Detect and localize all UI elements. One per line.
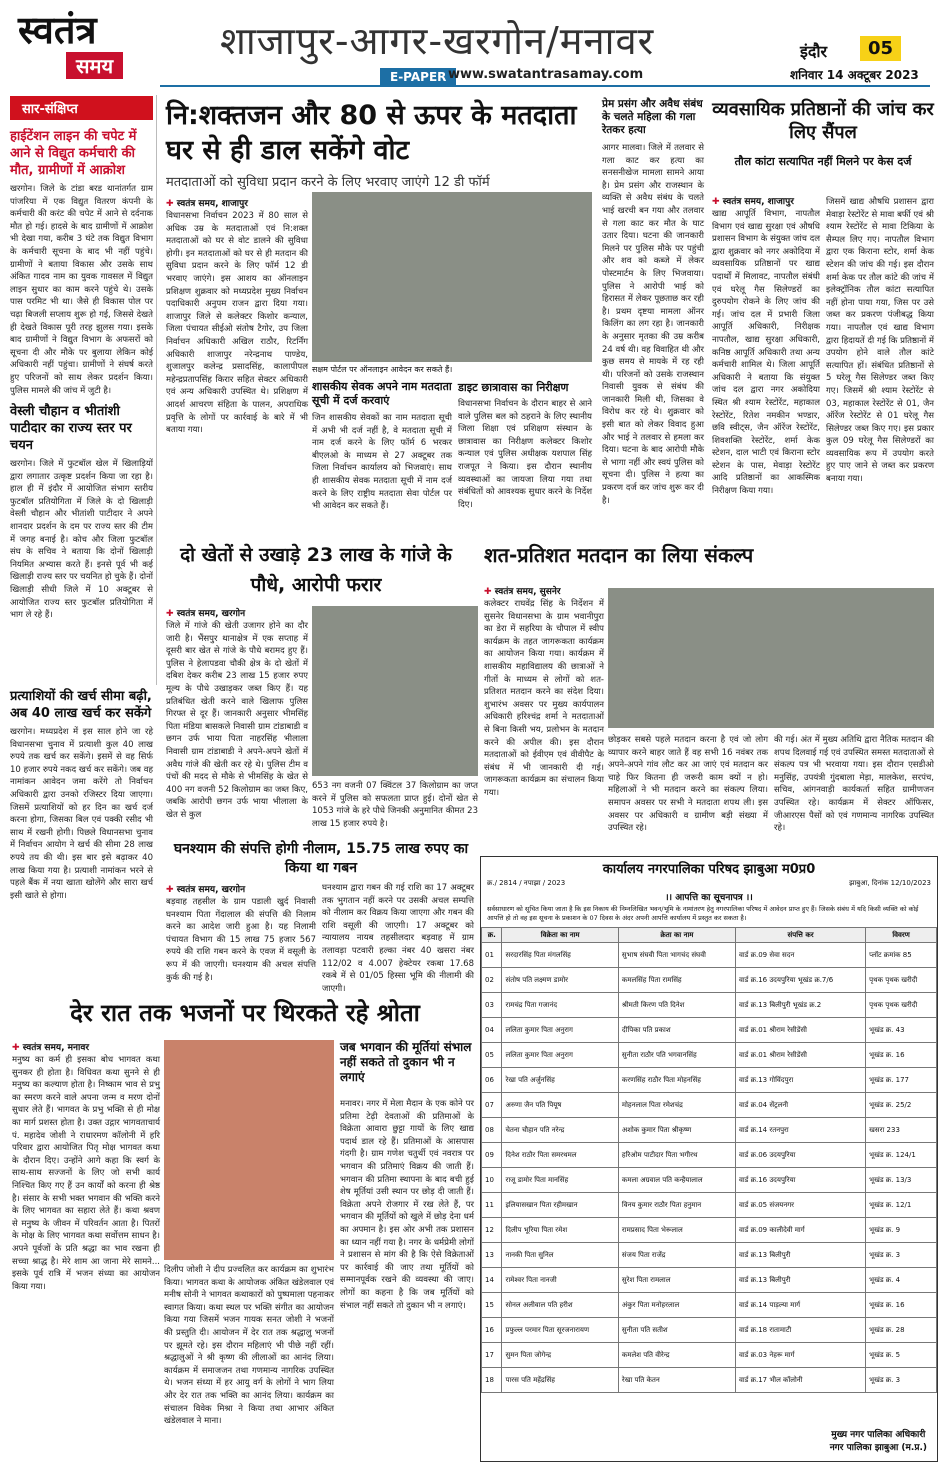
sample-byline: ✚ स्वतंत्र समय, शाजापुर	[712, 194, 794, 207]
table-cell: वार्ड क्र.04 सेंट्रलनी	[735, 1093, 865, 1118]
table-cell: 16	[482, 1318, 502, 1343]
table-cell: भूखंड क्र. 16	[866, 1293, 937, 1318]
epaper-tag: E-PAPER	[380, 68, 456, 86]
table-cell: वार्ड क्र.01 श्रीराम रेसीडेंसी	[735, 1043, 865, 1068]
table-cell: भूखंड क्र. 3	[866, 1243, 937, 1268]
table-cell: कमला अग्रवाल पति कन्हैयालाल	[618, 1168, 735, 1193]
table-cell: रेखा पति अर्जुनसिंह	[502, 1068, 618, 1093]
date-label: शनिवार 14 अक्टूबर 2023	[790, 68, 919, 82]
table-cell: भूखंड क्र. 13/3	[866, 1168, 937, 1193]
city-label: इंदौर	[800, 42, 828, 61]
table-cell: विनय कुमार राठौर पिता हनुमान	[618, 1193, 735, 1218]
table-cell: राजू डामोर पिता मानसिंह	[502, 1168, 618, 1193]
table-cell: 05	[482, 1043, 502, 1068]
signature-office: नगर पालिका झाबुआ (म.प्र.)	[829, 1443, 927, 1453]
table-cell: करणसिंह राठौर पिता मोहनसिंह	[618, 1068, 735, 1093]
table-cell: हरिओम पाटीदार पिता भगीरथ	[618, 1143, 735, 1168]
masthead-divider	[160, 85, 930, 87]
matdan-body-col2: छोड़कर सबसे पहले मतदान करना है एवं जो लोग व्यापार करने बाहर जाते हैं वह सभी 16 नवंबर तक अपने-अपने गांव लौट कर आ जाएं एवं मतदान कर चाहे फिर कितना ही जरूरी काम क्यों न हो। महिलाओं ने भी मतदान करने का संकल्प लिया। समापन अवसर पर सभी ने मतदाता शपथ ली। इस अवसर पर अधिकारी व ग्रामीण बड़ी संख्या में उपस्थित रहे।	[608, 735, 768, 834]
notice-table	[481, 927, 937, 1393]
table-cell: सुभाष संघवी पिता भागचंद संघवी	[618, 943, 735, 968]
shikshak-headline: शासकीय सेवक अपने नाम मतदाता सूची में दर्ज करवाएं	[312, 380, 452, 407]
table-cell: ललिता कुमार पिता अनुराग	[502, 1043, 618, 1068]
table-cell: चेतना चौहान पति नरेन्द्र	[502, 1118, 618, 1143]
table-row	[482, 1118, 937, 1143]
notice-title: कार्यालय नगरपालिका परिषद झाबुआ म0प्र0	[602, 862, 816, 877]
table-cell: इलियासखान पिता रहीमखान	[502, 1193, 618, 1218]
matdan-body-col1: कलेक्टर राघवेंद्र सिंह के निर्देशन में सुसनेर विधानसभा के ग्राम भवानीपुरा का डेरा में सहरिया के चौपाल में स्वीप कार्यक्रम के तहत जागरूकता कार्यक्रम का आयोजन किया गया। कार्यक्रम में शासकीय महाविद्यालय की छात्राओं ने गीतों के माध्यम से लोगों को शत-प्रतिशत मतदान करने का संदेश दिया। शुभारंभ अवसर पर मुख्य कार्यपालन अधिकारी हरिश्चंद्र शर्मा ने मतदाताओं से बिना किसी भय, प्रलोभन के मतदान करने की अपील की। इस दौरान मतदाताओं को ईवीएम एवं वीवीपैट के संबंध में भी जानकारी दी गई। जागरूकता कार्यक्रम का संचालन किया गया।	[484, 599, 604, 798]
website-link[interactable]: www.swatantrasamay.com	[448, 67, 644, 82]
table-cell: खसरा 233	[866, 1118, 937, 1143]
table-cell: ललिता कुमार पिता अनुराग	[502, 1018, 618, 1043]
murti-headline: जब भगवान की मूर्तियां संभाल नहीं सकते तो दुकान भी न लगाएं	[340, 1040, 472, 1084]
table-cell: वार्ड क्र.14 रतनपुरा	[735, 1118, 865, 1143]
table-cell: श्रीमती किरण पति दिनेश	[618, 993, 735, 1018]
table-cell: 02	[482, 968, 502, 993]
lead-subhead: मतदाताओं को सुविधा प्रदान करने के लिए भरवाए जाएंगे 12 डी फॉर्म	[166, 175, 490, 190]
table-cell: सुनीता राठौर पति भगवानसिंह	[618, 1043, 735, 1068]
table-row	[482, 1068, 937, 1093]
table-cell: रेखा पति केतन	[618, 1368, 735, 1393]
table-row	[482, 943, 937, 968]
table-cell: अशोक कुमार पिता श्रीकृष्ण	[618, 1118, 735, 1143]
table-cell: सुनीता पति सतीश	[618, 1318, 735, 1343]
table-cell: 04	[482, 1018, 502, 1043]
ghanshyam-body-col1: बड़वाह तहसील के ग्राम पडाली खुर्द निवासी घनश्याम पिता गेंदालाल की संपत्ति की निलाम करने का आदेश जारी हुआ है। यह निलामी पंचायत विभाग की 15 लाख 75 हजार 567 रुपये की राशि गबन करने के एवज में वसूली के रूप में की जाएगी। घनश्याम की अचल संपत्ति कुर्क की गई है।	[166, 897, 316, 983]
sidebar-story-headline: प्रत्याशियों की खर्च सीमा बढ़ी, अब 40 लाख खर्च कर सकेंगे	[10, 689, 152, 721]
notice-intro: सर्वसाधारण को सूचित किया जाता है कि इस निकाय की निम्नलिखित भवन/भूमि के नामांतरण हेतु नगरपालिका परिषद में आवेदन प्राप्त हुए हैं। जिसके संबंध में यदि किसी व्यक्ति को कोई आपत्ति हो तो वह इस सूचना के प्रकाशन के 07 दिवस के अंदर अपनी आपत्ति कार्यालय में प्रस्तुत कर सकता है।	[487, 905, 919, 922]
table-cell: सरदारसिंह पिता मंगलसिंह	[502, 943, 618, 968]
notice-meta	[481, 879, 937, 888]
table-cell: संतोष पति लक्ष्मण डामोर	[502, 968, 618, 993]
matdan-byline: ✚ स्वतंत्र समय, सुसनेर	[484, 584, 561, 597]
page-number: 05	[860, 36, 901, 61]
shikshak-body: जिन शासकीय सेवकों का नाम मतदाता सूची में अभी भी दर्ज नहीं है, वे मतदाता सूची में नाम दर्ज करने के लिए फॉर्म 6 भरकर बीएलओ के माध्यम से 27 अक्टूबर तक जिला निर्वाचन कार्यालय को भिजवाएं। साथ ही शासकीय सेवक मतदाता सूची में नाम दर्ज करने के लिए राष्ट्रीय मतदाता सेवा पोर्टल पर भी आवेदन कर सकते हैं।	[312, 413, 452, 512]
table-cell: वार्ड क्र.16 उदयपुरिया	[735, 1168, 865, 1193]
sample-headline: व्यवसायिक प्रतिष्ठानों की जांच कर लिए सैंपल	[712, 99, 934, 143]
table-cell: वार्ड क्र.13 बिलीपुरी	[735, 1243, 865, 1268]
table-cell: अरुणा जैन पति पियूष	[502, 1093, 618, 1118]
table-cell: 15	[482, 1293, 502, 1318]
lead-photo-caption: सक्षम पोर्टल पर ऑनलाइन आवेदन कर सकते हैं।	[312, 365, 453, 374]
table-cell: वार्ड क्र.17 भील कॉलोनी	[735, 1368, 865, 1393]
table-cell: पृथक पृथक खरीदी	[866, 993, 937, 1018]
table-cell: 13	[482, 1243, 502, 1268]
sample-subhead: तौल कांटा सत्यापित नहीं मिलने पर केस दर्ज	[734, 155, 912, 168]
hostel-body: विधानसभा निर्वाचन के दौरान बाहर से आने वाले पुलिस बल को ठहराने के लिए स्थानीय जिला शिक्षा एवं प्रशिक्षण संस्थान के छात्रावास का निरीक्षण कलेक्टर किशोर कन्याल एवं पुलिस अधीक्षक यशपाल सिंह राजपूत ने किया। इस दौरान स्थानीय व्यवस्थाओं का जायजा लिया गया तथा संबंधितों को आवश्यक सुधार करने के निर्देश दिए।	[458, 399, 592, 510]
table-row	[482, 1243, 937, 1268]
table-header-cell: विवरण	[866, 928, 937, 943]
table-cell: भूखंड क्र. 5	[866, 1343, 937, 1368]
table-cell: अंकुर पिता मनोहरलाल	[618, 1293, 735, 1318]
sample-body-col2: जिसमें खाद्य औषधि प्रशासन द्वारा मेवाड़ा रेस्टोरेंट से मावा बर्फी एवं श्री श्याम रेस्टोरेंट से मावा टिकिया के सैम्पल लिए गए। नापतौल विभाग द्वारा एक किराना स्टोर, शर्मा केक स्टेशन की जांच की गई। इस दौरान शर्मा केक पर तौल कांटे की जांच में इलेक्ट्रॉनिक तौल कांटा सत्यापित नहीं होना पाया गया, जिस पर उसे जब्त कर प्रकरण पंजीबद्ध किया गया। नापतौल एवं खाद्य विभाग द्वारा हिदायतें दी गई कि प्रतिष्ठानों में उपयोग होने वाले तौल कांटे सत्यापित हों। संबंधित प्रतिष्ठानों से 5 घरेलू गैस सिलेण्डर जब्त किए गए। जिसमें श्री श्याम रेस्टोरेंट से 03, महाकाल रेस्टोरेंट से 01, जैन ऑरेंज रेस्टोरेंट से 01 घरेलू गैस सिलेण्डर जब्त किए गए। इस प्रकार कुल 09 घरेलू गैस सिलेण्डरों का व्यवसायिक रूप में उपयोग करते हुए पाए जाने से जब्त कर प्रकरण बनाया गया।	[826, 197, 934, 485]
public-notice	[480, 856, 938, 1462]
table-row	[482, 1218, 937, 1243]
table-cell: भूखंड क्र. 43	[866, 1018, 937, 1043]
table-row	[482, 1193, 937, 1218]
murti-body: मनावर। नगर में मेला मैदान के एक कोने पर प्रतिमा टेढ़ी देवताओं की प्रतिमाओं के विक्रेता आवारा छुट्टा गायों के लिए खाद्य पदार्थ डाल रहे हैं। प्रतिमाओं के आसपास गंदगी है। ग्राम गणेश चतुर्थी एवं नवरात्र पर भगवान की प्रतिमाएं विक्रय की जाती हैं। भगवान की प्रतिमा स्थापना के बाद बची हुई शेष मूर्तियां उसी स्थान पर छोड़ दी जाती हैं। विक्रेता अपने रोजगार में रख लेते हैं, पर भगवान की मूर्तियों को खुले में छोड़ देना धर्म का अपमान है। इस ओर अभी तक प्रशासन का ध्यान नहीं गया है। नगर के धर्मप्रेमी लोगों ने प्रशासन से मांग की है कि ऐसे विक्रेताओं पर कार्रवाई की जाए तथा मूर्तियों को सम्मानपूर्वक रखने की व्यवस्था की जाए। लोगों का कहना है कि जब मूर्तियों को संभाल नहीं सकते तो दुकान भी न लगाएं।	[340, 1099, 474, 1311]
table-cell: संजय पिता राजेंद्र	[618, 1243, 735, 1268]
table-cell: भूखंड क्र. 12/1	[866, 1193, 937, 1218]
notice-signature	[830, 1427, 927, 1453]
notice-subtitle: ।। आपत्ति का सूचनापत्र ।।	[665, 893, 753, 903]
table-cell: वार्ड क्र.09 सेवा सदन	[735, 943, 865, 968]
edition-title: शाजापुर-आगर-खरगोन/मनावर	[220, 19, 655, 63]
ghanshyam-body-col2: घनश्याम द्वारा गबन की गई राशि का 17 अक्टूबर तक भुगतान नहीं करने पर उसकी अचल सम्पत्ति को नीलाम कर विक्रय किया जाएगा और गबन की राशि वसूली की जाएगी। 17 अक्टूबर को न्यायालय नायब तहसीलदार बड़वाह में ग्राम तलावड़ा पटवारी हल्का नंबर 40 खसरा नंबर 112/02 व 4.007 हेक्टेयर रकबा 17.68 रकबे में से 01/05 हिस्सा भूमि की नीलामी की जाएगी।	[322, 883, 474, 994]
ganja-body-col2: 653 नग वजनी 07 क्विंटल 37 किलोग्राम का जप्त करने में पुलिस को सफलता प्राप्त हुई। दोनों खेत से 1053 गांजे के हरे पौधे जिनकी अनुमानित कीमत 23 लाख 15 हजार रुपये है।	[312, 781, 478, 829]
table-row	[482, 1343, 937, 1368]
table-cell: 09	[482, 1143, 502, 1168]
table-cell: 14	[482, 1268, 502, 1293]
table-cell: 11	[482, 1193, 502, 1218]
lead-photo	[312, 192, 592, 362]
matdan-body-col3: की गई। अंत में मुख्य अतिथि द्वारा नैतिक मतदान की शपथ दिलवाई गई एवं उपस्थित समस्त मतदाताओं से संकल्प पत्र भी भरवाया गया। इस दौरान एसडीओ मनुसिंह, उपयंत्री गुंदबाला मेड़ा, मालकेश, सरपंच, सचिव, आंगनवाड़ी कार्यकर्ता सहित ग्रामीणजन उपस्थित रहे। कार्यक्रम में सेक्टर ऑफिसर, जीआरएस पैसों को एवं गणमान्य नागरिक उपस्थित रहे।	[774, 735, 934, 834]
table-cell: वार्ड क्र.03 नेहरू मार्ग	[735, 1343, 865, 1368]
bhajan-byline: ✚ स्वतंत्र समय, मनावर	[12, 1040, 89, 1053]
table-row	[482, 1143, 937, 1168]
murder-headline: प्रेम प्रसंग और अवैध संबंध के चलते महिला की गला रेतकर हत्या	[602, 98, 703, 136]
table-cell: वार्ड क्र.05 संजयनगर	[735, 1193, 865, 1218]
table-cell: भूखंड क्र. 25/2	[866, 1093, 937, 1118]
table-row	[482, 1018, 937, 1043]
table-cell: सुमन पिता जोगेन्द्र	[502, 1343, 618, 1368]
table-cell: कमलेश पति वीरेन्द्र	[618, 1343, 735, 1368]
table-cell: 17	[482, 1343, 502, 1368]
table-cell: दीपिका पति प्रकाश	[618, 1018, 735, 1043]
table-cell: 07	[482, 1093, 502, 1118]
sidebar-story-body: खरगोन। जिले के टांडा बरड थानांतर्गत ग्राम पांजरिया में एक विद्युत वितरण कंपनी के कर्मचारी की करंट की चपेट में आने से दर्दनाक मौत हो गई। हादसे के बाद ग्रामीणों में आक्रोश भी देखा गया, करीब 3 घंटे तक विद्युत विभाग के कर्मचारी सूचना के बाद भी नहीं पहुंचे। ग्रामीणों ने बताया विकास और उसके साथ अंकित गादव नाम का युवक गावसल में विद्युत लाइन सुधार का काम करने पहुंचे थे। उसके पास परमिट भी था। जैसे ही विकास पोल पर चढ़ा बिजली सप्लाय शुरू हो गई, जिससे देखते ही देखते विकास पूरी तरह झुलस गया। इसके बाद ग्रामीणों ने विद्युत विभाग के अफसरों को सूचना दी और मौके पर बुलाया लेकिन कोई अधिकारी नहीं पहुंचा। ग्रामीणों ने संघर्ष करते हुए परिजनों को साथ लेकर प्रदर्शन किया। पुलिस मामले की जांच में जुटी है।	[10, 184, 153, 396]
lead-headline: नि:शक्तजन और 80 से ऊपर के मतदाता घर से ही डाल सकेंगे वोट	[166, 100, 577, 166]
sample-body-col1: खाद्य आपूर्ति विभाग, नापतौल विभाग एवं खाद्य सुरक्षा एवं औषधि प्रशासन विभाग के संयुक्त जांच दल द्वारा शुक्रवार को नगर अकोदिया में व्यवसायिक प्रतिष्ठानों पर खाद्य पदार्थों में मिलावट, नापतौल संबंधी एवं घरेलू गैस सिलेण्डरों का दुरुपयोग रोकने के लिए जांच की गई। जांच दल में प्रभारी जिला आपूर्ति अधिकारी, निरीक्षक नापतौल, खाद्य सुरक्षा अधिकारी, कनिष्ठ आपूर्ति अधिकारी तथा अन्य कर्मचारी शामिल थे। जिला आपूर्ति अधिकारी ने बताया कि संयुक्त जांच दल द्वारा नगर अकोदिया स्थित श्री श्याम रेस्टोरेंट, महाकाल रेस्टोरेंट, रितेश नमकीन भण्डार, छवि स्वीट्स, जैन ऑरेंज रेस्टोरेंट, शिवशक्ति रेस्टोरेंट, शर्मा केक स्टेशन, दाल भाटी एवं किराना स्टोर स्टेशन के पास, मेवाड़ा रेस्टोरेंट आदि प्रतिष्ठानों का आकस्मिक निरीक्षण किया गया।	[712, 209, 820, 497]
table-row	[482, 1093, 937, 1118]
logo-top-text: स्वतंत्र	[18, 7, 97, 52]
table-cell: 18	[482, 1368, 502, 1393]
ganja-headline: दो खेतों से उखाड़े 23 लाख के गांजे के पौधे, आरोपी फरार	[180, 544, 452, 596]
table-cell: 03	[482, 993, 502, 1018]
table-row	[482, 1318, 937, 1343]
notice-ref: क्र./ 2814 / नपाझा / 2023	[487, 879, 566, 887]
table-cell: भूखंड क्र. 4	[866, 1268, 937, 1293]
bhajan-body-col1: मनुष्य का कर्म ही इसका बोध भागवत कथा सुनकर ही होता है। विधिवत कथा सुनने से ही मनुष्य का कल्याण होता है। निष्काम भाव से प्रभु का स्मरण करने वाले अपना जन्म व मरण दोनों सुधार लेते हैं। भागवत के प्रभु भक्ति से ही मोक्ष का मार्ग प्रशस्त होता है। उक्त उद्गार भागवताचार्य पं. महादेव जोशी ने राधारमण कॉलोनी में हरि परिवार द्वारा आयोजित पितृ मोक्ष भागवत कथा के दौरान दिए। उन्होंने आगे कहा कि स्वर्ग के साथ-साथ सज्जनों के लिए जो सभी कार्य निश्चित किए गए हैं उन कार्यों को करना ही श्रेष्ठ है। संसार के सभी भक्त भगवान की भक्ति करने के लिए भागवत का सहारा लेते हैं। कथा श्रवण से मनुष्य के जीवन में परिवर्तन आता है। पितरों के मोक्ष के लिए भागवत कथा सर्वोत्तम साधन है। अपने पूर्वजों के प्रति श्रद्धा का भाव रखना ही सच्चा श्राद्ध है। मेरे शाम आ जाना मेरे सामने... इसके पूर्व रात्रि में भजन संध्या का आयोजन किया गया।	[12, 1055, 160, 1292]
table-cell: नानकी पिता सुनिल	[502, 1243, 618, 1268]
table-cell: पारस पति महेंद्रसिंह	[502, 1368, 618, 1393]
table-header-cell: क्रेता का नाम	[618, 928, 735, 943]
table-cell: वार्ड क्र.13 गोविंदपुरा	[735, 1068, 865, 1093]
sidebar	[10, 96, 153, 964]
table-cell: भूखंड क्र. 16	[866, 1043, 937, 1068]
table-cell: 06	[482, 1068, 502, 1093]
table-cell: दिलीप भूरिया पिता रमेश	[502, 1218, 618, 1243]
sidebar-badge: सार-संक्षिप्त	[10, 96, 153, 120]
notice-table-header	[482, 928, 937, 943]
masthead-logo	[18, 8, 158, 90]
hostel-headline: डाइट छात्रावास का निरीक्षण	[458, 381, 569, 394]
table-cell: मोहनलाल पिता रमेशचंद्र	[618, 1093, 735, 1118]
bhajan-headline: देर रात तक भजनों पर थिरकते रहे श्रोता	[70, 999, 420, 1027]
logo-bottom-text: समय	[66, 52, 123, 79]
column-divider	[156, 95, 157, 685]
table-cell: वार्ड क्र.16 उदयपुरिया भूखंड क्र.7/6	[735, 968, 865, 993]
ganja-photo	[312, 606, 478, 776]
table-cell: पृथक पृथक खरीदी	[866, 968, 937, 993]
table-cell: वार्ड क्र.13 बिलीपुरी	[735, 1268, 865, 1293]
lead-byline: ✚ स्वतंत्र समय, शाजापुर	[166, 196, 248, 209]
ganja-body-col1: जिले में गांजे की खेती उजागर होने का दौर जारी है। भैंसपुर थानाक्षेत्र में एक सप्ताह में दूसरी बार खेत से गांजे के पौधे बरामद हुए हैं। पुलिस ने हेलापडवा चौकी क्षेत्र के दो खेतों में दबिश देकर करीब 23 लाख 15 हजार रुपए मूल्य के पौधे उखाड़कर जब्त किए हैं। यह प्रतिबंधित खेती करने वाले खिलाफ पुलिस गिरफ्त से दूर हैं। जानकारी अनुसार भीमसिंह पिता मंडिया बासकले निवासी ग्राम टांडाबाडी व छगन उर्फ भाया पिता नाहरसिंह भीलाला निवासी ग्राम टांडाबाडी ने अपने-अपने खेतों में अवैध गांजे की खेती कर रहे थे। पुलिस टीम व पंचों की मदद से मौके से भीमसिंह के खेत से 400 नग वजनी 52 किलोग्राम का जब्त किए, जबकि आरोपी छगन उर्फ भाया भीलाला के खेत से कुल	[166, 621, 308, 820]
table-row	[482, 1293, 937, 1318]
signature-title: मुख्य नगर पालिका अधिकारी	[831, 1430, 926, 1440]
table-cell: सुरेश पिता रामलाल	[618, 1268, 735, 1293]
table-cell: वार्ड क्र.06 उदयपुरिया	[735, 1143, 865, 1168]
ganja-byline: ✚ स्वतंत्र समय, खरगोन	[166, 606, 245, 619]
table-cell: प्रफुल्ल परमार पिता सूरजनारायण	[502, 1318, 618, 1343]
table-cell: भूखंड क्र. 124/1	[866, 1143, 937, 1168]
table-header-cell: संपत्ति कर	[735, 928, 865, 943]
table-row	[482, 968, 937, 993]
table-row	[482, 1168, 937, 1193]
table-cell: रामचंद्र पिता गजानंद	[502, 993, 618, 1018]
table-cell: वार्ड क्र.18 रातामाटी	[735, 1318, 865, 1343]
table-row	[482, 1043, 937, 1068]
murder-body: आगर मालवा। जिले में तलवार से गला काट कर हत्या का सनसनीखेज मामला सामने आया है। प्रेम प्रसंग और राजस्थान के व्यक्ति से अवैध संबंध के चलते भाई खरची बन गया और तलवार से गला काट कर मौत के घाट उतार दिया। घटना की जानकारी मिलने पर पुलिस मौके पर पहुंची और शव को कब्जे में लेकर पोस्टमार्टम के लिए भिजवाया। पुलिस ने आरोपी भाई को हिरासत में लेकर पूछताछ कर रही है। प्रथम दृष्टया मामला ऑनर किलिंग का लग रहा है। जानकारी के अनुसार मृतका की उम्र करीब 24 वर्ष थी। वह विवाहित थी और कुछ समय से मायके में रह रही थी। परिजनों को उसके राजस्थान निवासी युवक से संबंध की जानकारी मिली थी, जिसका वे विरोध कर रहे थे। शुक्रवार को इसी बात को लेकर विवाद हुआ और भाई ने तलवार से हमला कर दिया। घटना के बाद आरोपी मौके से भागा नहीं और स्वयं पुलिस को सूचना दी। पुलिस ने हत्या का प्रकरण दर्ज कर जांच शुरू कर दी है।	[602, 143, 704, 506]
matdan-photo	[608, 588, 934, 728]
table-cell: भूखंड क्र. 28	[866, 1318, 937, 1343]
table-cell: वार्ड क्र.09 कालीदेवी मार्ग	[735, 1218, 865, 1243]
sidebar-story-body: खरगोन। मध्यप्रदेश में इस साल होने जा रहे विधानसभा चुनाव में प्रत्याशी कुल 40 लाख रुपये तक खर्च कर सकेंगे। इसमें से वह सिर्फ 10 हजार रुपये नकद खर्च कर सकेंगे। जब वह नामांकन आवेदन जमा करेंगे तो निर्वाचन अधिकारी द्वारा उनको रजिस्टर दिया जाएगा। जिसमें प्रत्याशियों को हर दिन का खर्च दर्ज करना होगा, जिसका बिल एवं पक्की रसीद भी साथ में रखनी होगी। पिछले विधानसभा चुनाव में निर्वाचन आयोग ने खर्च की सीमा 28 लाख रुपये तय की थी। इस बार इसे बढ़ाकर 40 लाख किया गया है। प्रत्याशी नामांकन भरने से पहले बैंक में नया खाता खोलेंगे और सारा खर्च इसी खाते से होगा।	[10, 727, 153, 901]
bhajan-body-col2: दिलीप जोशी ने दीप प्रज्वलित कर कार्यक्रम का शुभारंभ किया। भागवत कथा के आयोजक अंकित खंडेलवाल एवं मनीष सोनी ने भागवत कथाकारों को पुष्पमाला पहनाकर स्वागत किया। कथा स्थल पर भक्ति संगीत का आयोजन किया गया जिसमें भजन गायक सनत जोशी ने भजनों की प्रस्तुति दी। आयोजन में देर रात तक श्रद्धालु भजनों पर झूमते रहे। इस दौरान महिलाएं भी पीछे नहीं रहीं। श्रद्धालुओं ने श्री कृष्ण की लीलाओं का आनंद लिया। कार्यक्रम में समाजजन तथा गणमान्य नागरिक उपस्थित थे। भजन संध्या में हर आयु वर्ग के लोगों ने भाग लिया और देर रात तक भक्ति का आनंद लिया। कार्यक्रम का संचालन विवेक मिश्रा ने किया तथा आभार अंकित खंडेलवाल ने माना।	[164, 1265, 334, 1427]
table-row	[482, 1368, 937, 1393]
sidebar-story-body: खरगोन। जिले में फुटबॉल खेल में खिलाड़ियों द्वारा लगातार उत्कृष्ट प्रदर्शन किया जा रहा है। हाल ही में इंदौर में आयोजित संभाग स्तरीय फुटबॉल प्रतियोगिता में जिले के दो खिलाड़ी वेस्ली चौहान और भीतांशी पाटीदार ने अपने शानदार प्रदर्शन के दम पर राज्य स्तर की टीम में जगह बनाई है। कोच और जिला फुटबॉल संघ के सचिव ने बताया कि दोनों खिलाड़ी नियमित अभ्यास करते हैं। इनसे पूर्व भी कई खिलाड़ी राज्य स्तर पर चयनित हो चुके हैं। दोनों खिलाड़ी सीधी जिले में 10 अक्टूबर से आयोजित राज्य स्तर फुटबॉल प्रतियोगिता में भाग ले रहे हैं।	[10, 459, 153, 621]
table-cell: सोनल अलीवाल पति हरीश	[502, 1293, 618, 1318]
table-header-cell: विक्रेता का नाम	[502, 928, 618, 943]
table-cell: 10	[482, 1168, 502, 1193]
sidebar-story-headline: हाईटेंशन लाइन की चपेट में आने से विद्युत कर्मचारी की मौत, ग्रामीणों में आक्रोश	[10, 129, 137, 178]
ghanshyam-headline: घनश्याम की संपत्ति होगी नीलाम, 15.75 लाख रुपए का किया था गबन	[173, 841, 469, 876]
table-row	[482, 1268, 937, 1293]
table-cell: रामप्रसाद पिता भेरूलाल	[618, 1218, 735, 1243]
table-row	[482, 993, 937, 1018]
table-cell: रामेश्वर पिता नानजी	[502, 1268, 618, 1293]
table-cell: 01	[482, 943, 502, 968]
table-cell: 08	[482, 1118, 502, 1143]
table-cell: भूखंड क्र. 3	[866, 1368, 937, 1393]
table-cell: भूखंड क्र. 177	[866, 1068, 937, 1093]
table-cell: प्लॉट क्रमांक 85	[866, 943, 937, 968]
ghanshyam-byline: ✚ स्वतंत्र समय, खरगोन	[166, 882, 245, 895]
notice-date: झाबुआ, दिनांक 12/10/2023	[849, 879, 931, 887]
table-cell: भूखंड क्र. 9	[866, 1218, 937, 1243]
table-cell: कमलसिंह पिता रामसिंह	[618, 968, 735, 993]
table-cell: 12	[482, 1218, 502, 1243]
matdan-headline: शत-प्रतिशत मतदान का लिया संकल्प	[484, 543, 754, 567]
lead-body-col1: विधानसभा निर्वाचन 2023 में 80 साल से अधिक उम्र के मतदाताओं एवं नि:शक्त मतदाताओं को घर से वोट डालने की सुविधा होगी। इन मतदाताओं को घर से ही मतदान की सुविधा प्रदान करने के लिए फॉर्म 12 डी भरवाए जाएंगे। इस आशय का ऑनलाइन प्रशिक्षण शुक्रवार को मध्यप्रदेश मुख्य निर्वाचन पदाधिकारी अनुपम राजन द्वारा दिया गया। शाजापुर जिले से कलेक्टर किशोर कन्याल, जिला पंचायत सीईओ संतोष टैगोर, उप जिला निर्वाचन अधिकारी अखिल राठौर, रिटर्निंग अधिकारी शाजापुर नरेन्द्रनाथ पाण्डेय, शुजालपुर कलेन्द्र प्रसादसिंह, कालापीपल महेन्द्रप्रतापसिंह किरार सहित सेक्टर अधिकारी एवं अन्य अधिकारी उपस्थित थे। प्रशिक्षण में आदर्श आचरण संहिता के पालन, अपराधिक प्रवृत्ति के लोगों पर कार्रवाई के बारे में भी बताया गया।	[166, 211, 308, 436]
table-cell: वार्ड क्र.14 पाड़ल्या मार्ग	[735, 1293, 865, 1318]
table-cell: वार्ड क्र.13 बिलीपुरी भूखंड क्र.2	[735, 993, 865, 1018]
table-cell: दिनेश राठौर पिता समरथमल	[502, 1143, 618, 1168]
bhajan-photo	[164, 1040, 334, 1260]
table-header-cell: क्र.	[482, 928, 502, 943]
sidebar-story-headline: वेस्ली चौहान व भीतांशी पाटीदार का राज्य स्तर पर चयन	[10, 404, 132, 453]
table-cell: वार्ड क्र.01 श्रीराम रेसीडेंसी	[735, 1018, 865, 1043]
